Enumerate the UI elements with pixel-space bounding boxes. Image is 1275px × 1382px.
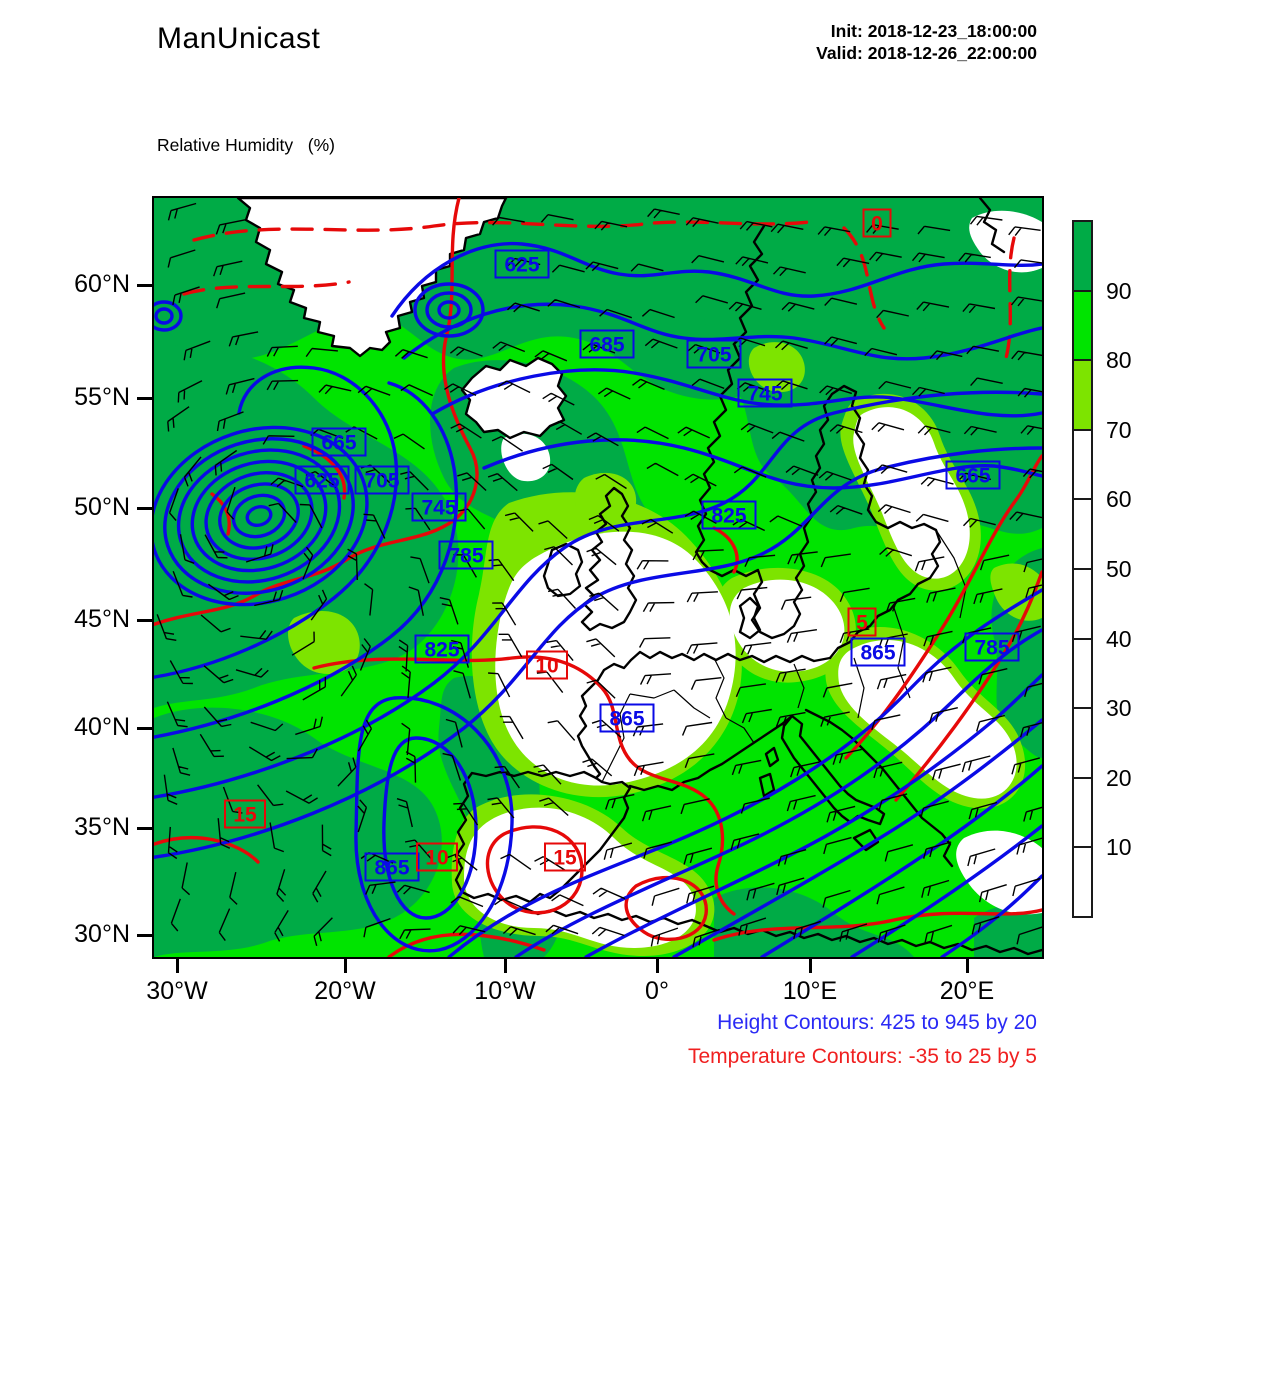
svg-text:825: 825 xyxy=(424,638,460,662)
lat-tick-label: 30°N xyxy=(74,920,130,948)
svg-text:625: 625 xyxy=(504,253,540,277)
lat-tick-mark xyxy=(137,827,152,830)
svg-text:745: 745 xyxy=(421,496,457,520)
colorbar-segment xyxy=(1072,429,1093,501)
colorbar-tick-label: 90 xyxy=(1106,277,1132,304)
humidity-colorbar xyxy=(1072,222,1093,918)
colorbar-segment xyxy=(1072,568,1093,640)
svg-text:15: 15 xyxy=(553,846,577,870)
colorbar-segment xyxy=(1072,359,1093,431)
lon-tick-mark xyxy=(656,958,659,973)
colorbar-segment xyxy=(1072,638,1093,710)
svg-text:745: 745 xyxy=(747,382,783,406)
weather-map-frame xyxy=(152,196,1044,959)
svg-text:825: 825 xyxy=(711,504,747,528)
lon-tick-label: 10°E xyxy=(782,977,838,1005)
lat-tick-label: 35°N xyxy=(74,813,130,841)
colorbar-segment xyxy=(1072,290,1093,362)
svg-text:625: 625 xyxy=(304,469,340,493)
run-timestamps xyxy=(816,20,1037,64)
lon-tick-label: 0° xyxy=(645,977,669,1005)
svg-text:665: 665 xyxy=(321,431,357,455)
svg-text:865: 865 xyxy=(374,856,410,880)
lon-tick-mark xyxy=(504,958,507,973)
lon-tick-label: 20°E xyxy=(939,977,995,1005)
lon-tick-mark xyxy=(176,958,179,973)
colorbar-segment xyxy=(1072,777,1093,849)
colorbar-tick-label: 20 xyxy=(1106,764,1132,791)
lat-tick-mark xyxy=(137,934,152,937)
lat-tick-mark xyxy=(137,619,152,622)
parameter-line: Relative Humidity (%) xyxy=(157,135,335,155)
colorbar-segment xyxy=(1072,707,1093,779)
svg-text:865: 865 xyxy=(860,641,896,665)
svg-text:15: 15 xyxy=(233,803,257,827)
colorbar-tick-label: 30 xyxy=(1106,695,1132,722)
init-timestamp: Init: 2018-12-23_18:00:00 xyxy=(830,21,1037,41)
app-title: ManUnicast xyxy=(157,22,321,55)
height-contour-legend: Height Contours: 425 to 945 by 20 xyxy=(717,1011,1037,1034)
svg-text:5: 5 xyxy=(856,611,868,635)
lat-tick-mark xyxy=(137,507,152,510)
lon-tick-label: 30°W xyxy=(146,977,208,1005)
lat-tick-label: 45°N xyxy=(74,605,130,633)
weather-map xyxy=(154,198,1042,957)
svg-text:665: 665 xyxy=(955,464,991,488)
valid-timestamp: Valid: 2018-12-26_22:00:00 xyxy=(816,43,1037,63)
colorbar-segment xyxy=(1072,846,1093,918)
svg-text:685: 685 xyxy=(589,333,625,357)
colorbar-tick-label: 80 xyxy=(1106,347,1132,374)
svg-text:785: 785 xyxy=(448,544,484,568)
lon-tick-label: 10°W xyxy=(474,977,536,1005)
colorbar-segment xyxy=(1072,498,1093,570)
lat-tick-mark xyxy=(137,284,152,287)
lat-tick-mark xyxy=(137,727,152,730)
svg-text:865: 865 xyxy=(609,707,645,731)
lon-tick-mark xyxy=(966,958,969,973)
lat-tick-mark xyxy=(137,397,152,400)
svg-text:10: 10 xyxy=(535,654,559,678)
lat-tick-label: 60°N xyxy=(74,270,130,298)
colorbar-tick-label: 50 xyxy=(1106,556,1132,582)
svg-text:10: 10 xyxy=(425,846,449,870)
lon-tick-mark xyxy=(809,958,812,973)
colorbar-tick-label: 70 xyxy=(1106,416,1132,443)
lat-tick-label: 55°N xyxy=(74,383,130,411)
lat-tick-label: 40°N xyxy=(74,713,130,741)
svg-text:705: 705 xyxy=(696,343,732,367)
colorbar-tick-label: 60 xyxy=(1106,486,1132,513)
lat-tick-label: 50°N xyxy=(74,493,130,521)
colorbar-tick-label: 10 xyxy=(1106,834,1132,861)
svg-text:785: 785 xyxy=(974,636,1010,660)
lon-tick-label: 20°W xyxy=(314,977,376,1005)
colorbar-segment xyxy=(1072,220,1093,292)
temperature-contour-legend: Temperature Contours: -35 to 25 by 5 xyxy=(687,1045,1037,1068)
svg-text:705: 705 xyxy=(364,469,400,493)
lon-tick-mark xyxy=(344,958,347,973)
svg-text:0: 0 xyxy=(871,212,883,236)
colorbar-tick-label: 40 xyxy=(1106,625,1132,652)
